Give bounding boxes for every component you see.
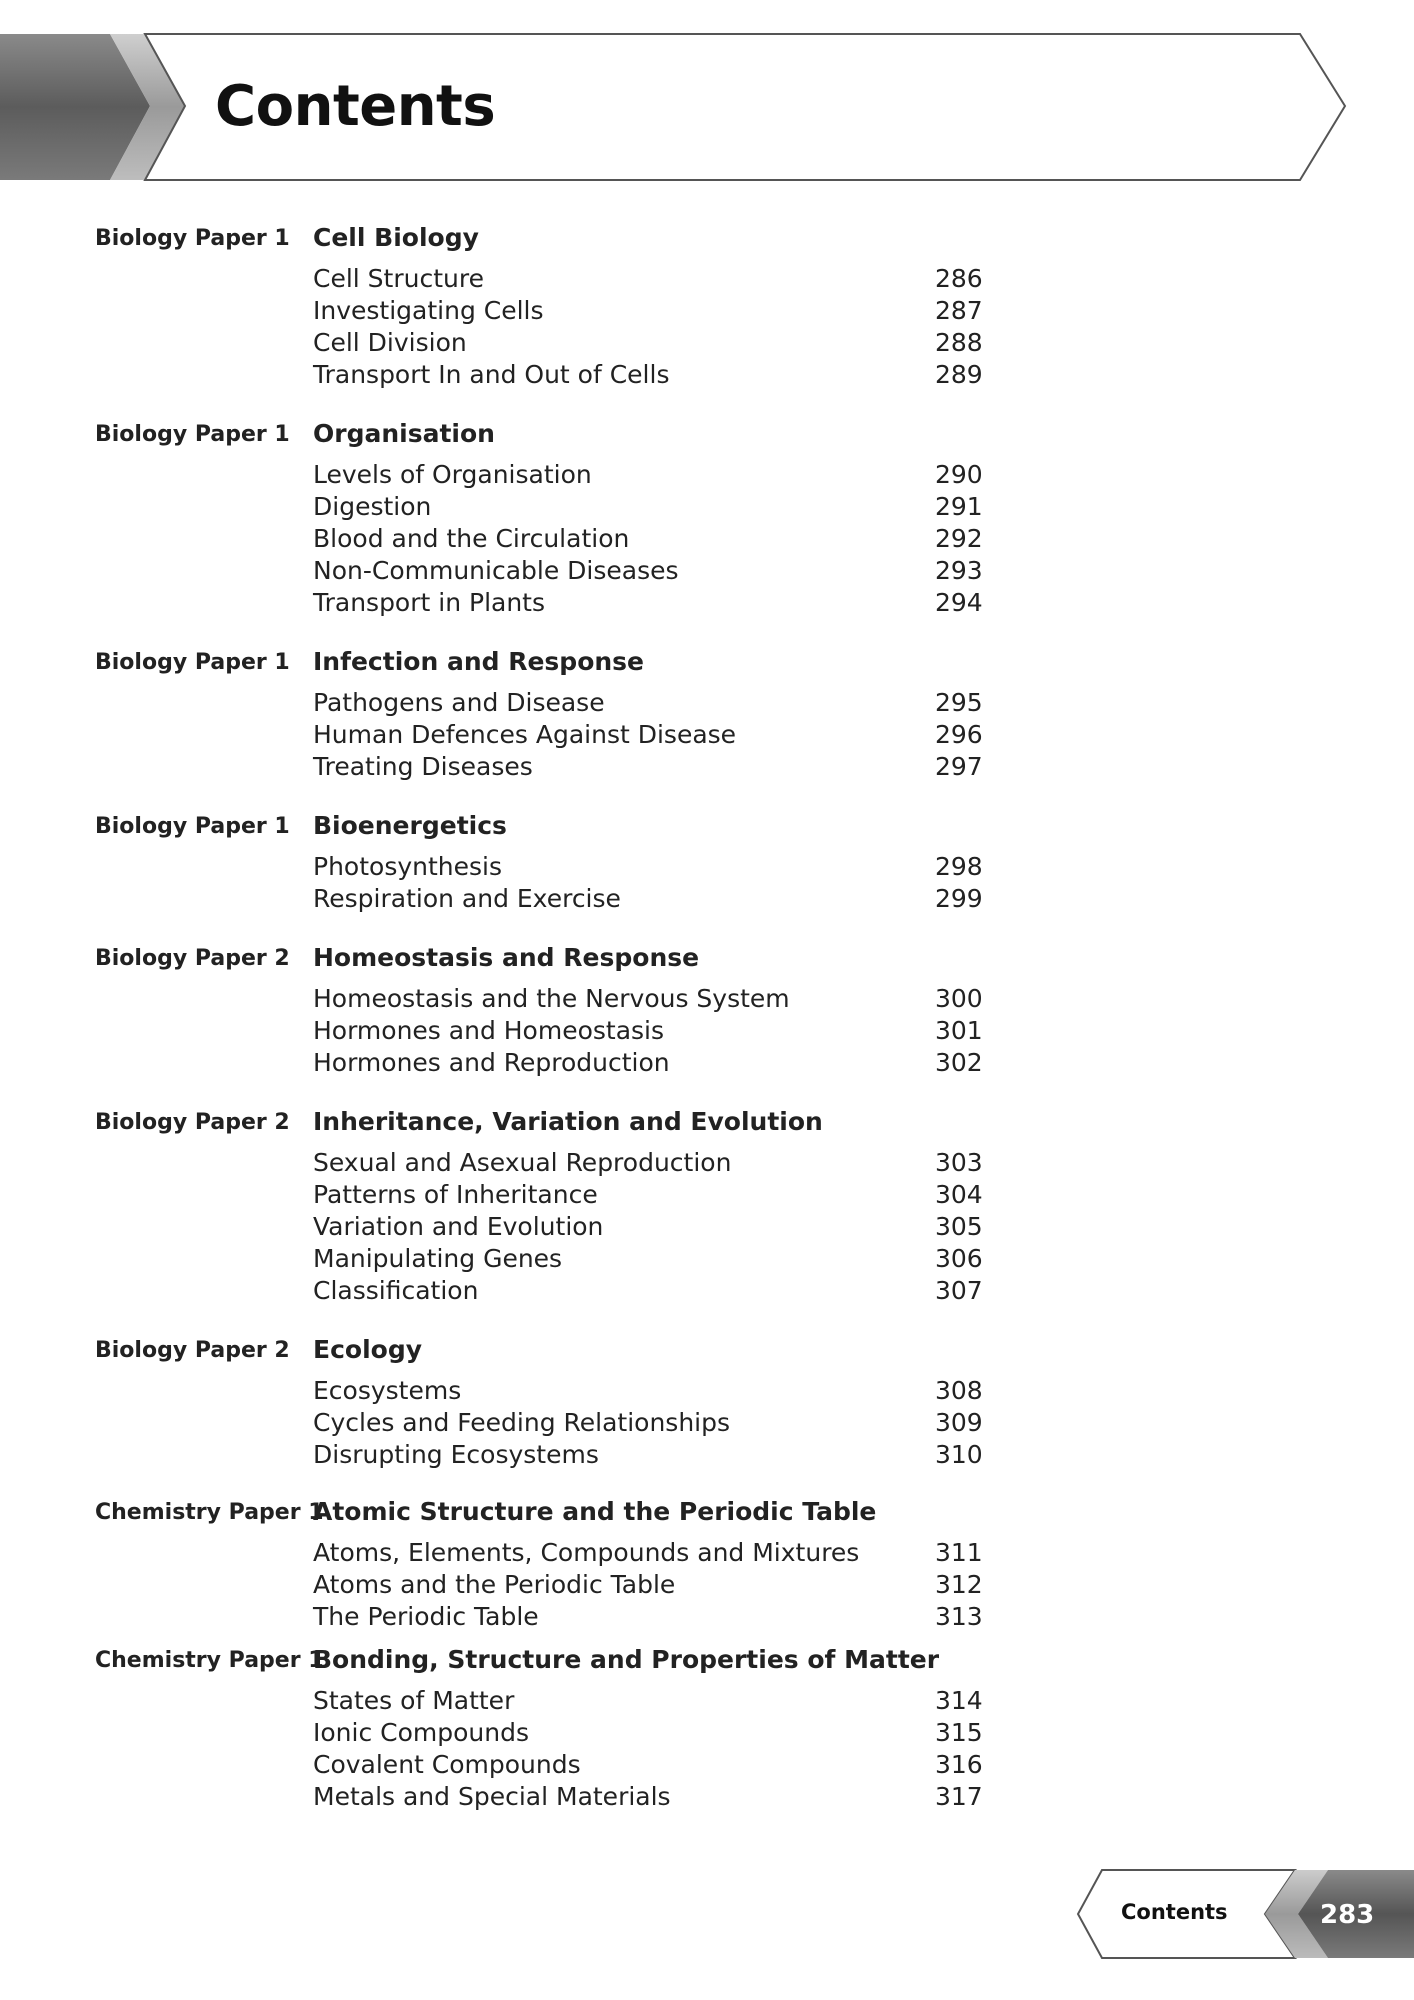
section-paper-label: Chemistry Paper 1: [95, 1500, 324, 1525]
toc-item-page: 293: [935, 556, 983, 585]
toc-item-page: 315: [935, 1718, 983, 1747]
toc-item-title[interactable]: Patterns of Inheritance: [313, 1180, 598, 1209]
toc-item-page: 303: [935, 1148, 983, 1177]
toc-item-page: 296: [935, 720, 983, 749]
toc-item-page: 316: [935, 1750, 983, 1779]
section-paper-label: Biology Paper 2: [95, 1110, 290, 1135]
toc-item-title[interactable]: Manipulating Genes: [313, 1244, 563, 1273]
toc-item-page: 300: [935, 984, 983, 1013]
toc-item-title[interactable]: Respiration and Exercise: [313, 884, 621, 913]
toc-item-page: 290: [935, 460, 983, 489]
section-title: Atomic Structure and the Periodic Table: [313, 1497, 877, 1526]
section-paper-label: Chemistry Paper 1: [95, 1648, 324, 1673]
toc-item-title[interactable]: Atoms, Elements, Compounds and Mixtures: [313, 1538, 860, 1567]
toc-item-title[interactable]: Digestion: [313, 492, 432, 521]
toc-item-title[interactable]: Pathogens and Disease: [313, 688, 605, 717]
toc-item-page: 305: [935, 1212, 983, 1241]
toc-item-page: 309: [935, 1408, 983, 1437]
section-paper-label: Biology Paper 2: [95, 946, 290, 971]
toc-item-title[interactable]: Transport In and Out of Cells: [313, 360, 670, 389]
section-title: Cell Biology: [313, 223, 479, 252]
toc-item-title[interactable]: Sexual and Asexual Reproduction: [313, 1148, 732, 1177]
toc-item-title[interactable]: The Periodic Table: [313, 1602, 539, 1631]
toc-item-title[interactable]: Blood and the Circulation: [313, 524, 630, 553]
toc-item-page: 302: [935, 1048, 983, 1077]
toc-item-title[interactable]: Human Defences Against Disease: [313, 720, 737, 749]
toc-item-page: 311: [935, 1538, 983, 1567]
toc-item-page: 287: [935, 296, 983, 325]
toc-item-title[interactable]: Transport in Plants: [313, 588, 546, 617]
section-paper-label: Biology Paper 1: [95, 226, 290, 251]
toc-item-title[interactable]: Covalent Compounds: [313, 1750, 581, 1779]
toc-item-title[interactable]: Cell Division: [313, 328, 467, 357]
toc-item-title[interactable]: Classification: [313, 1276, 479, 1305]
toc-item-page: 314: [935, 1686, 983, 1715]
toc-item-title[interactable]: States of Matter: [313, 1686, 515, 1715]
toc-item-page: 310: [935, 1440, 983, 1469]
toc-item-page: 288: [935, 328, 983, 357]
page-number: 283: [1320, 1900, 1375, 1930]
toc-item-title[interactable]: Cycles and Feeding Relationships: [313, 1408, 731, 1437]
toc-item-title[interactable]: Hormones and Homeostasis: [313, 1016, 665, 1045]
toc-item-page: 286: [935, 264, 983, 293]
toc-item-title[interactable]: Homeostasis and the Nervous System: [313, 984, 790, 1013]
toc-item-title[interactable]: Variation and Evolution: [313, 1212, 604, 1241]
toc-item-page: 307: [935, 1276, 983, 1305]
toc-item-page: 312: [935, 1570, 983, 1599]
section-title: Bonding, Structure and Properties of Matter: [313, 1645, 940, 1674]
toc-item-title[interactable]: Non-Communicable Diseases: [313, 556, 679, 585]
toc-item-page: 317: [935, 1782, 983, 1811]
toc-item-page: 294: [935, 588, 983, 617]
toc-item-title[interactable]: Ecosystems: [313, 1376, 462, 1405]
toc-item-title[interactable]: Atoms and the Periodic Table: [313, 1570, 676, 1599]
toc-item-page: 313: [935, 1602, 983, 1631]
toc-item-page: 298: [935, 852, 983, 881]
section-paper-label: Biology Paper 1: [95, 650, 290, 675]
toc-item-page: 291: [935, 492, 983, 521]
section-title: Organisation: [313, 419, 495, 448]
toc-item-page: 295: [935, 688, 983, 717]
page-title: Contents: [215, 74, 496, 139]
toc-item-page: 297: [935, 752, 983, 781]
toc-item-title[interactable]: Metals and Special Materials: [313, 1782, 671, 1811]
toc-item-title[interactable]: Disrupting Ecosystems: [313, 1440, 599, 1469]
section-title: Bioenergetics: [313, 811, 507, 840]
toc-item-page: 289: [935, 360, 983, 389]
section-paper-label: Biology Paper 1: [95, 422, 290, 447]
section-paper-label: Biology Paper 2: [95, 1338, 290, 1363]
toc-item-title[interactable]: Ionic Compounds: [313, 1718, 530, 1747]
toc-item-page: 308: [935, 1376, 983, 1405]
header-banner: [0, 0, 1414, 190]
section-title: Inheritance, Variation and Evolution: [313, 1107, 823, 1136]
toc-item-title[interactable]: Cell Structure: [313, 264, 484, 293]
toc-item-page: 306: [935, 1244, 983, 1273]
footer-label: Contents: [1121, 1900, 1228, 1924]
toc-item-page: 304: [935, 1180, 983, 1209]
toc-item-page: 299: [935, 884, 983, 913]
toc-item-page: 301: [935, 1016, 983, 1045]
toc-item-title[interactable]: Investigating Cells: [313, 296, 544, 325]
section-title: Ecology: [313, 1335, 423, 1364]
toc-item-page: 292: [935, 524, 983, 553]
section-title: Infection and Response: [313, 647, 645, 676]
section-paper-label: Biology Paper 1: [95, 814, 290, 839]
section-title: Homeostasis and Response: [313, 943, 700, 972]
toc-item-title[interactable]: Treating Diseases: [313, 752, 533, 781]
toc-item-title[interactable]: Hormones and Reproduction: [313, 1048, 670, 1077]
toc-item-title[interactable]: Photosynthesis: [313, 852, 503, 881]
toc-item-title[interactable]: Levels of Organisation: [313, 460, 592, 489]
